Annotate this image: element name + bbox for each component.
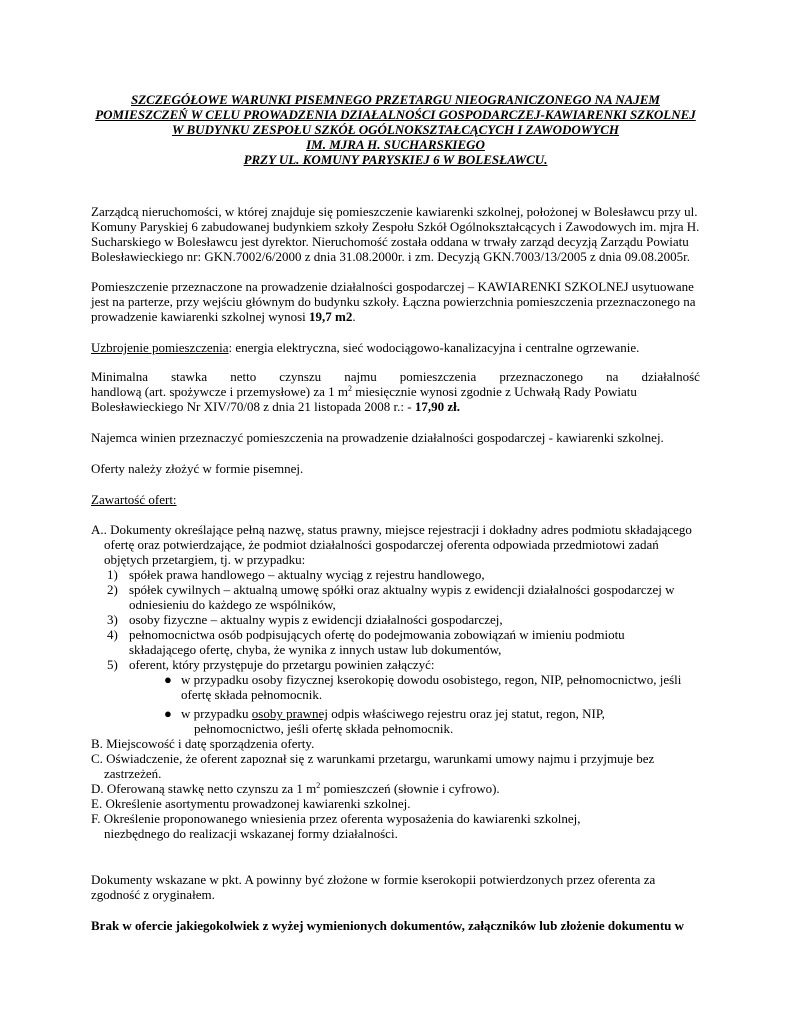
- list-text: pełnomocnictwa osób podpisujących ofertę do podejmowania zobowiązań w imieniu podmiotu: [129, 627, 625, 642]
- item-f: [91, 811, 700, 841]
- text-fragment: pomieszczeń (słownie i cyfrowo).: [320, 781, 500, 796]
- list-text: [181, 706, 700, 721]
- item-b: B. Miejscowość i datę sporządzenia oferty.: [91, 736, 315, 751]
- list-item: [107, 567, 700, 582]
- utilities-text: : energia elektryczna, sieć wodociągowo-kanalizacyjna i centralne ogrzewanie.: [228, 340, 640, 355]
- document-title: [91, 92, 700, 167]
- text-line: Zarządcą nieruchomości, w której znajduje się pomieszczenie kawiarenki szkolnej, położonej w Bolesławcu przy ul.: [91, 204, 698, 219]
- item-d: [91, 781, 700, 796]
- paragraph-administrator: [91, 204, 700, 264]
- paragraph-offers: Oferty należy złożyć w formie pisemnej.: [91, 461, 304, 476]
- document-page: [91, 92, 700, 933]
- text-fragment: .: [352, 309, 356, 324]
- list-text: pełnomocnictwo, jeśli ofertę składa pełnomocnik.: [194, 721, 454, 736]
- text-line: Bolesławieckiego nr: GKN.7002/6/2000 z dnia 31.08.2000r. i zm. Decyzją GKN.7003/13/2005 z dnia 09.08.2005r.: [91, 249, 690, 264]
- list-item: [164, 672, 700, 702]
- bullet-icon: ●: [164, 672, 172, 687]
- paragraph-documents: [91, 872, 700, 902]
- superscript: 2: [316, 781, 321, 790]
- word: najmu: [344, 369, 377, 384]
- list-text: składającego ofertę, chyba, że wynika z innych ustaw lub dokumentów,: [129, 642, 502, 657]
- word: stawka: [171, 369, 208, 384]
- word: działalność: [641, 369, 700, 384]
- list-item: [107, 627, 700, 657]
- title-line: W BUDYNKU ZESPOŁU SZKÓŁ OGÓLNOKSZTAŁCĄCYCH I ZAWODOWYCH: [171, 122, 620, 137]
- text-line: Komuny Paryskiej 6 zabudowanej budynkiem szkoły Zespołu Szkół Ogólnokształcących i Zawodowych im. mjra H.: [91, 219, 700, 234]
- list-text: spółek prawa handlowego – aktualny wyciąg z rejestru handlowego,: [129, 567, 485, 582]
- text-fragment: osoby prawnej: [251, 706, 328, 721]
- list-item: [107, 657, 700, 672]
- list-text: spółek cywilnych – aktualną umowę spółki oraz aktualny wypis z ewidencji działalności gospodarczej w: [129, 582, 675, 597]
- text-line: jest na parterze, przy wejściu głównym do budynku szkoły. Łączna powierzchnia pomieszczenia przeznaczonego na: [91, 294, 696, 309]
- list-number: 1): [107, 567, 118, 582]
- bullet-list: [91, 672, 700, 736]
- list-text: odniesieniu do każdego ze wspólników,: [129, 597, 336, 612]
- paragraph-missing-documents: Brak w ofercie jakiegokolwiek z wyżej wymienionych dokumentów, załączników lub złożenie dokumentu w: [91, 918, 685, 933]
- text-fragment: Bolesławieckiego Nr XIV/70/08 z dnia 21 listopada 2008 r.: -: [91, 399, 415, 414]
- text-line: objętych przetargiem, tj. w przypadku:: [104, 552, 306, 567]
- text-line: Sucharskiego w Bolesławcu jest dyrektor. Nieruchomość została oddana w trwały zarząd decyzją Zarządu Powiatu: [91, 234, 689, 249]
- word: przeznaczonego: [499, 369, 584, 384]
- text-line: [91, 384, 700, 399]
- word: pomieszczenia: [399, 369, 477, 384]
- text-line: Pomieszczenie przeznaczone na prowadzenie działalności gospodarczej – KAWIARENKI SZKOLNEJ usytuowane: [91, 279, 694, 294]
- list-text: osoby fizyczne – aktualny wypis z ewidencji działalności gospodarczej,: [129, 612, 503, 627]
- list-item: [107, 582, 700, 612]
- paragraph-utilities: [91, 340, 700, 355]
- title-line: POMIESZCZEŃ W CELU PROWADZENIA DZIAŁALNOŚCI GOSPODARCZEJ-KAWIARENKI SZKOLNEJ: [95, 107, 696, 122]
- text-line: F. Określenie proponowanego wniesienia przez oferenta wyposażenia do kawiarenki szkolnej,: [91, 811, 581, 826]
- text-line: [91, 369, 700, 384]
- text-line: [91, 399, 700, 414]
- list-text: w przypadku osoby fizycznej kserokopię dowodu osobistego, regon, NIP, pełnomocnictwo, jeśli: [181, 672, 682, 687]
- item-c: [91, 751, 700, 781]
- list-number: 3): [107, 612, 118, 627]
- text-line: ofertę oraz potwierdzające, że podmiot działalności gospodarczej oferenta odpowiada przedmiotowi zadań: [104, 537, 659, 552]
- text-line: zastrzeżeń.: [104, 766, 162, 781]
- list-text: ofertę składa pełnomocnik.: [181, 687, 323, 702]
- paragraph-premises: [91, 279, 700, 324]
- text-line: A.. Dokumenty określające pełną nazwę, status prawny, miejsce rejestracji i dokładny adres podmiotu składającego: [91, 522, 692, 537]
- text-line: Dokumenty wskazane w pkt. A powinny być złożone w formie kserokopii potwierdzonych przez oferenta za: [91, 872, 656, 887]
- word: Minimalna: [91, 369, 149, 384]
- list-number: 5): [107, 657, 118, 672]
- text-fragment: odpis właściwego rejestru oraz jej statut, regon, NIP,: [327, 706, 605, 721]
- word: netto: [230, 369, 257, 384]
- list-number: 4): [107, 627, 118, 642]
- text-line: C. Oświadczenie, że oferent zapoznał się z warunkami przetargu, warunkami umowy najmu i przyjmuje bez: [91, 751, 655, 766]
- numbered-list: [91, 567, 700, 672]
- item-a: [91, 522, 700, 567]
- paragraph-rent: [91, 369, 700, 414]
- bullet-icon: ●: [164, 706, 172, 721]
- title-line: PRZY UL. KOMUNY PARYSKIEJ 6 W BOLESŁAWCU.: [243, 152, 548, 167]
- paragraph-tenant: Najemca winien przeznaczyć pomieszczenia na prowadzenie działalności gospodarczej - kawiarenki szkolnej.: [91, 430, 664, 445]
- area-value: 19,7 m2: [309, 309, 353, 324]
- word: na: [606, 369, 619, 384]
- item-e: E. Określenie asortymentu prowadzonej kawiarenki szkolnej.: [91, 796, 411, 811]
- text-line: niezbędnego do realizacji wskazanej formy działalności.: [104, 826, 398, 841]
- list-item: [164, 706, 700, 736]
- title-line: SZCZEGÓŁOWE WARUNKI PISEMNEGO PRZETARGU NIEOGRANICZONEGO NA NAJEM: [130, 92, 660, 107]
- text-fragment: D. Oferowaną stawkę netto czynszu za 1 m: [91, 781, 317, 796]
- superscript: 2: [348, 384, 353, 393]
- rent-amount: 17,90 zł.: [414, 399, 460, 414]
- text-fragment: miesięcznie wynosi zgodnie z Uchwałą Rady Powiatu: [352, 384, 637, 399]
- list-text: oferent, który przystępuje do przetargu powinien załączyć:: [129, 657, 435, 672]
- utilities-label: Uzbrojenie pomieszczenia: [91, 340, 229, 355]
- section-heading: Zawartość ofert:: [91, 492, 177, 507]
- list-item: [107, 612, 700, 627]
- title-line: IM. MJRA H. SUCHARSKIEGO: [306, 137, 485, 152]
- list-number: 2): [107, 582, 118, 597]
- text-fragment: prowadzenie kawiarenki szkolnej wynosi: [91, 309, 310, 324]
- text-line: zgodność z oryginałem.: [91, 887, 215, 902]
- text-fragment: handlową (art. spożywcze i przemysłowe) za 1 m: [91, 384, 349, 399]
- text-line: [91, 309, 700, 324]
- word: czynszu: [279, 369, 322, 384]
- text-fragment: w przypadku: [181, 706, 252, 721]
